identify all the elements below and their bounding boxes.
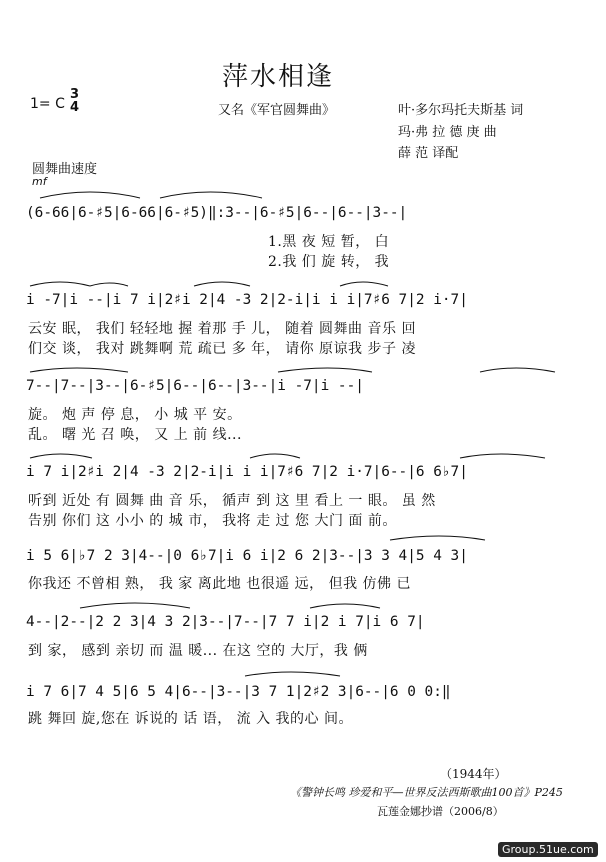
key-signature: 1= C — [30, 96, 65, 112]
slur-arc — [310, 604, 380, 608]
slur-arc — [250, 454, 300, 458]
time-signature-top: 3 — [70, 87, 80, 102]
slur-arc — [194, 282, 250, 286]
song-title: 萍水相逢 — [222, 62, 335, 92]
lyric-line-6: 到 家， 感到 亲切 而 温 暖... 在这 空的 大厅，我 俩 — [28, 643, 368, 659]
lyric-line-1-verse-1: 1.黑 夜 短 暂， 白 — [268, 234, 390, 250]
lyricist-credit: 叶·多尔玛托夫斯基 词 — [398, 103, 524, 118]
copyist-credit: 瓦莲金娜抄谱（2006/8） — [377, 805, 504, 818]
lyric-line-4-verse-1: 听到 近处 有 圆舞 曲 音 乐， 循声 到 这 里 看上 一 眼。 虽 然 — [28, 493, 436, 509]
watermark: Group.51ue.com — [498, 842, 598, 857]
staff-line-7: i 7 6|7 4 5|6 5 4|6--|3--|3 7 1|2♯2 3|6--|6 0 0:‖ — [26, 684, 451, 700]
slur-arc — [40, 192, 140, 198]
lyric-line-3-verse-1: 旋。 炮 声 停 息， 小 城 平 安。 — [28, 407, 242, 423]
source-citation: 《警钟长鸣 珍爱和平—世界反法西斯歌曲100首》P245 — [290, 786, 563, 799]
staff-line-2: i -7|i --|i 7 i|2♯i 2|4 -3 2|2-i|i i i|7♯6 7|2 i·7| — [26, 292, 468, 308]
staff-line-5: i 5 6|♭7 2 3|4--|0 6♭7|i 6 i|2 6 2|3--|3 3 4|5 4 3| — [26, 548, 468, 564]
staff-line-4: i 7 i|2♯i 2|4 -3 2|2-i|i i i|7♯6 7|2 i·7|6--|6 6♭7| — [26, 464, 468, 480]
time-signature-bottom: 4 — [70, 100, 80, 115]
lyric-line-3-verse-2: 乱。 曙 光 召 唤， 又 上 前 线... — [28, 427, 242, 443]
staff-line-1: (6-66|6-♯5|6-66|6-♯5)‖:3--|6-♯5|6--|6--|3--| — [26, 205, 408, 221]
slur-arc — [480, 368, 555, 372]
slur-arc — [160, 192, 262, 198]
composition-year: （1944年） — [440, 767, 507, 781]
translator-credit: 薛 范 译配 — [398, 146, 459, 161]
slur-arc — [30, 368, 128, 372]
slur-arc — [340, 282, 388, 286]
slur-arc — [245, 672, 340, 676]
tempo-marking: 圆舞曲速度 — [32, 162, 98, 177]
staff-line-6: 4--|2--|2 2 3|4 3 2|3--|7--|7 7 i|2 i 7|i 6 7| — [26, 614, 425, 630]
slur-arc — [390, 536, 485, 540]
slur-arc — [460, 454, 545, 458]
lyric-line-7: 跳 舞回 旋,您在 诉说的 话 语， 流 入 我的心 间。 — [28, 711, 354, 727]
slur-arc — [80, 603, 190, 608]
lyric-line-2-verse-1: 云安 眠， 我们 轻轻地 握 着那 手 儿， 随着 圆舞曲 音乐 回 — [28, 321, 416, 337]
lyric-line-2-verse-2: 们交 谈， 我对 跳舞啊 荒 疏已 多 年， 请你 原谅我 步子 凌 — [28, 341, 416, 357]
song-alias: 又名《军官圆舞曲》 — [218, 103, 336, 118]
staff-line-3: 7--|7--|3--|6-♯5|6--|6--|3--|i -7|i --| — [26, 378, 364, 394]
lyric-line-1-verse-2: 2.我 们 旋 转， 我 — [268, 254, 390, 270]
dynamic-marking: mf — [32, 175, 47, 188]
composer-credit: 玛·弗 拉 德 庚 曲 — [398, 125, 497, 140]
slur-arc — [278, 368, 372, 372]
lyric-line-5: 你我还 不曾相 熟， 我 家 离此地 也很遥 远， 但我 仿佛 已 — [28, 576, 412, 592]
slur-arc — [90, 283, 128, 286]
lyric-line-4-verse-2: 告别 你们 这 小小 的 城 市， 我将 走 过 您 大门 面 前。 — [28, 513, 397, 529]
slur-arc — [30, 282, 90, 286]
slur-arc — [30, 454, 92, 458]
